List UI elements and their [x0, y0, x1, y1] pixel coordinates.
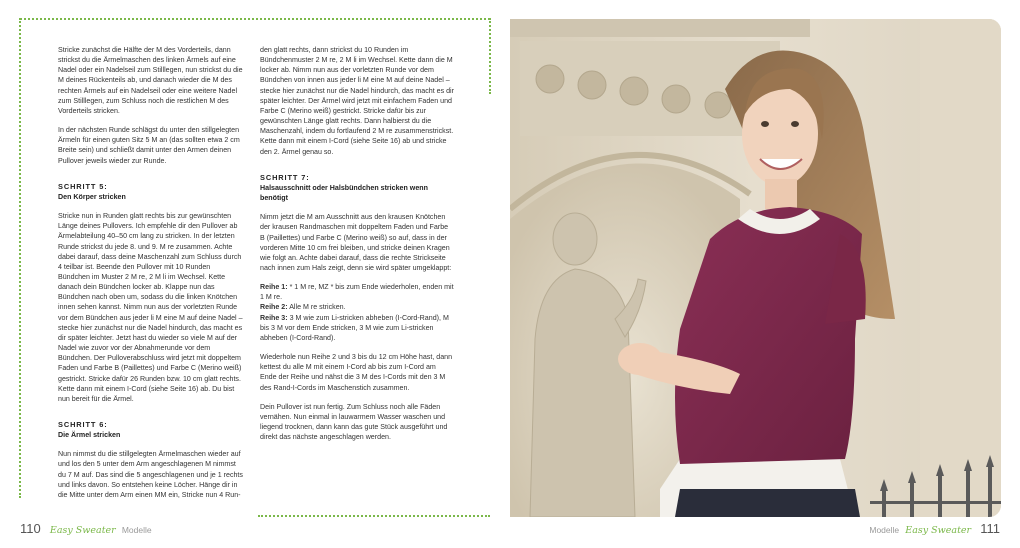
row-2-label: Reihe 2: [260, 303, 288, 312]
dotted-frame-left [19, 18, 21, 498]
paragraph: Nun nimmst du die stillgelegten Ärmelmaschen wieder auf und los den 5 unter dem Arm angeschlagenen M nimmst du 7 M auf. Das sind die 5 angeschlagenen und je 1 rechts und links davon. So entstehen keine Löcher. Hänge dir in die Mitte unter dem Arm einen MM ein, Stricke nun 4 Run- [58, 450, 243, 499]
row-1-label: Reihe 1: [260, 283, 288, 292]
paragraph: Nimm jetzt die M am Ausschnitt aus den krausen Knötchen der krausen Randmaschen mit doppeltem Faden und Farbe B (Paillettes) und Farbe C (Merino weiß) so auf, dass in der vorderen Mitte 10 cm frei bleiben, und stricke deinen Kragen wie folgt an. Achte dabei darauf, dass die rechte Strickseite nach innen zum Hals zeigt, denn sie wird später umgeklappt: [260, 213, 452, 272]
paragraph: den glatt rechts, dann strickst du 10 Runden im Bündchenmuster 2 M re, 2 M li im Wechsel. Kette dann die M locker ab. Nimm nun aus der vorletzten Runde vor dem Bündchen von innen aus jeder li M eine M auf deine Nadel – stecke hier zunächst nur die Nadel hindurch, das macht es dir später leichter. Der Ärmel wird jetzt mit einfachem Faden und Farbe C (Merino weiß) gestrickt. Stricke dafür bis zur gewünschten Länge glatt rechts. Dann halbierst du die Maschenzahl, indem du fortlaufend 2 M re zusammenstrickst. Kette dann mit einem I-Cord (siehe Seite 16) ab und stricke den 2. Ärmel genau so. [260, 46, 454, 156]
step-7-label: SCHRITT 7: [260, 172, 310, 182]
dotted-frame-right [489, 18, 491, 94]
dotted-frame-top [20, 18, 490, 20]
row-3-label: Reihe 3: [260, 313, 288, 322]
text-column-left [58, 45, 244, 509]
paragraph: Stricke nun in Runden glatt rechts bis zur gewünschten Länge deines Pullovers. Ich empfehle dir den Pullover ab Ärmelabteilung 40–50 cm lang zu stricken. In der letzten Runde strickst du jede 8. und 9. M re zusammen. Achte dabei darauf, dass deine Maschenzahl zum Schluss durch 4 teilbar ist. Beende den Pullover mit 10 Runden Bündchen im Muster 2 M re, 2 M li im Wechsel. Kette danach dein Bündchen locker ab. Klappe nun das Bündchen nach oben um, sodass du die linken Knötchen innen sehen kannst. Nimm nun aus der vorletzten Runde vor dem Bündchen aus jeder li M eine M auf deine Nadel – stecke hier zunächst nur die Nadel hindurch, das macht es dir später leichter. Jetzt hast du wieder so viele M auf der Nadel wie zuvor vor der Abnahmerunde vor dem Bündchen. Der Pulloverabschluss wird jetzt mit doppeltem Faden und Farbe B (Paillettes) und Farbe C (Merino weiß) gestrickt. Stricke dafür 26 Runden bzw. 10 cm glatt rechts. Kette dann mit einem I-Cord (siehe Seite 16) ab. Du bist nun bereit für die Ärmel. [58, 212, 243, 403]
paragraph: Wiederhole nun Reihe 2 und 3 bis du 12 cm Höhe hast, dann kettest du alle M mit einem I-Cord ab bis zum I-Cord am Ende der Reihe und nähst die 3 M des I-Cords mit den 3 M des Rand-I-Cords im Maschenstich zusammen. [260, 353, 453, 392]
model-photo [510, 19, 1001, 517]
text-column-right [260, 45, 454, 451]
footer-left [20, 521, 152, 536]
dotted-frame-bottom [258, 515, 490, 517]
page-number: 110 [20, 521, 41, 536]
step-7-title: Halsausschnitt oder Halsbündchen stricken wenn benötigt [260, 183, 428, 203]
row-3-text: 3 M wie zum Li-stricken abheben (I-Cord-Rand), M bis 3 M vor dem Ende stricken, 3 M wie zum Li-stricken abheben (I-Cord-Rand). [260, 313, 449, 342]
row-2-text: Alle M re stricken. [287, 303, 346, 312]
row-1-text: * 1 M re, MZ * bis zum Ende wiederholen, enden mit 1 M re. [260, 283, 454, 302]
step-5-label: SCHRITT 5: [58, 181, 108, 191]
step-5-title: Den Körper stricken [58, 192, 126, 201]
brand-logo: Easy Sweater [905, 525, 972, 536]
paragraph: Dein Pullover ist nun fertig. Zum Schluss noch alle Fäden vernähen. Nun einmal in lauwarmem Wasser waschen und liegend trocknen, dann kann das gute Stück ausgeführt und direkt das nächste angeschlagen werden. [260, 402, 448, 442]
section-label: Modelle [869, 525, 900, 535]
paragraph: Stricke zunächst die Hälfte der M des Vorderteils, dann strickst du die Ärmelmaschen des linken Ärmels auf eine Nadel oder ein Nadelseil zum Stilllegen, nun strickst du die M deines Rückenteils ab, und danach wieder die M des rechten Ärmels auf ein Nadelseil oder eine weitere Nadel zum Stilllegen, zum Schluss noch die restlichen M des Vorderteils stricken. [58, 46, 243, 115]
section-label: Modelle [121, 525, 152, 535]
step-6-label: SCHRITT 6: [58, 420, 108, 429]
brand-logo: Easy Sweater [49, 525, 116, 536]
row-instructions [260, 282, 454, 343]
page-number: 111 [980, 521, 1000, 536]
paragraph: In der nächsten Runde schlägst du unter den stillgelegten Ärmeln für einen guten Sitz 5 M an (das sollten etwa 2 cm Breite sein) und schließt damit unter den Armen deinen Pullover jeweils wieder zur Runde. [58, 126, 240, 165]
footer-right [869, 521, 1000, 536]
photo-illustration [510, 19, 1001, 517]
step-6-title: Die Ärmel stricken [58, 431, 121, 440]
